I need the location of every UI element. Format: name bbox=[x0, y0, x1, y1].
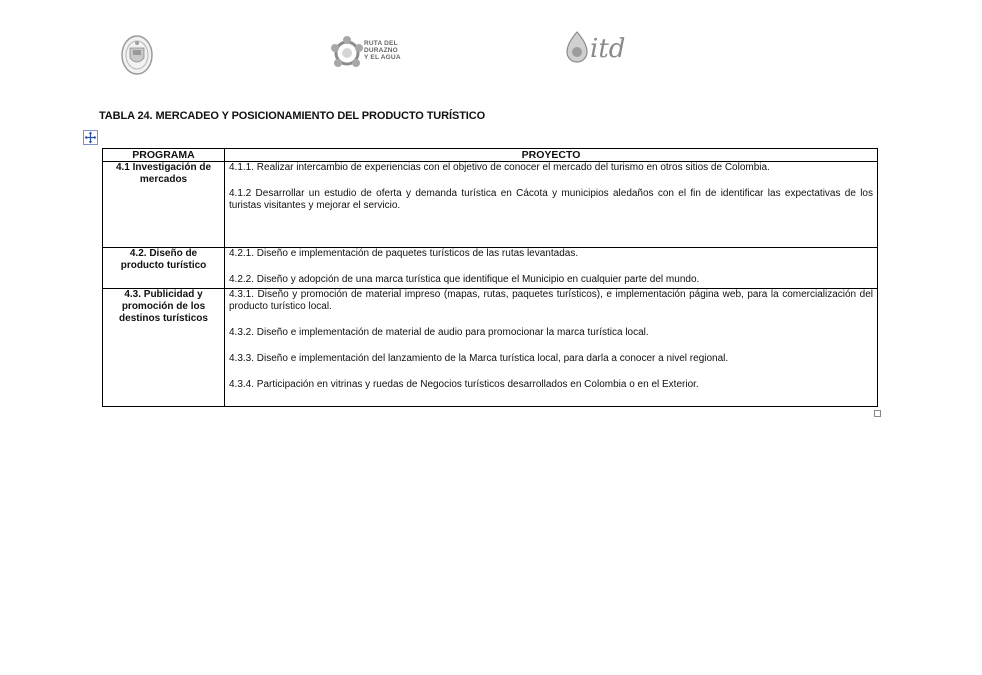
itd-logo bbox=[562, 30, 592, 66]
table-row bbox=[103, 162, 878, 248]
table-row bbox=[103, 248, 878, 289]
table-header-row bbox=[103, 149, 878, 162]
itd-logo-text: itd bbox=[590, 34, 626, 64]
ruta-del-durazno-logo-text: RUTA DEL DURAZNO Y EL AGUA bbox=[364, 40, 401, 61]
resize-square-icon[interactable] bbox=[874, 410, 881, 417]
header-programa: PROGRAMA bbox=[103, 149, 225, 162]
program-cell: 4.2. Diseño de producto turístico bbox=[103, 248, 225, 289]
project-cell bbox=[225, 289, 878, 407]
seal-logo bbox=[120, 34, 154, 76]
marketing-table bbox=[102, 148, 878, 407]
project-item: 4.2.2. Diseño y adopción de una marca turística que identifique el Municipio en cualquier parte del mundo. bbox=[229, 274, 700, 285]
project-item: 4.3.3. Diseño e implementación del lanzamiento de la Marca turística local, para darla a conocer a nivel regional. bbox=[229, 353, 729, 364]
project-item: 4.1.2 Desarrollar un estudio de oferta y demanda turística en Cácota y municipios aledaños con el fin de identificar las expectativas de los turistas visitantes y mejorar el servicio. bbox=[229, 188, 873, 211]
project-item: 4.3.2. Diseño e implementación de material de audio para promocionar la marca turística local. bbox=[229, 327, 649, 338]
move-arrows-icon[interactable] bbox=[83, 130, 98, 145]
program-cell: 4.3. Publicidad y promoción de los destinos turísticos bbox=[103, 289, 225, 407]
project-item: 4.2.1. Diseño e implementación de paquetes turísticos de las rutas levantadas. bbox=[229, 248, 579, 259]
project-item: 4.1.1. Realizar intercambio de experiencias con el objetivo de conocer el mercado del turismo en otros sitios de Colombia. bbox=[229, 162, 770, 173]
header-proyecto: PROYECTO bbox=[225, 149, 878, 162]
program-cell: 4.1 Investigación de mercados bbox=[103, 162, 225, 248]
table-title: TABLA 24. MERCADEO Y POSICIONAMIENTO DEL PRODUCTO TURÍSTICO bbox=[99, 110, 486, 122]
ruta-del-durazno-logo bbox=[330, 36, 364, 70]
project-cell bbox=[225, 248, 878, 289]
project-cell bbox=[225, 162, 878, 248]
project-item: 4.3.4. Participación en vitrinas y ruedas de Negocios turísticos desarrollados en Colombia o en el Exterior. bbox=[229, 379, 699, 390]
project-item: 4.3.1. Diseño y promoción de material impreso (mapas, rutas, paquetes turísticos), e implementación página web, para la comercialización del producto turístico local. bbox=[229, 289, 873, 312]
table-row bbox=[103, 289, 878, 407]
